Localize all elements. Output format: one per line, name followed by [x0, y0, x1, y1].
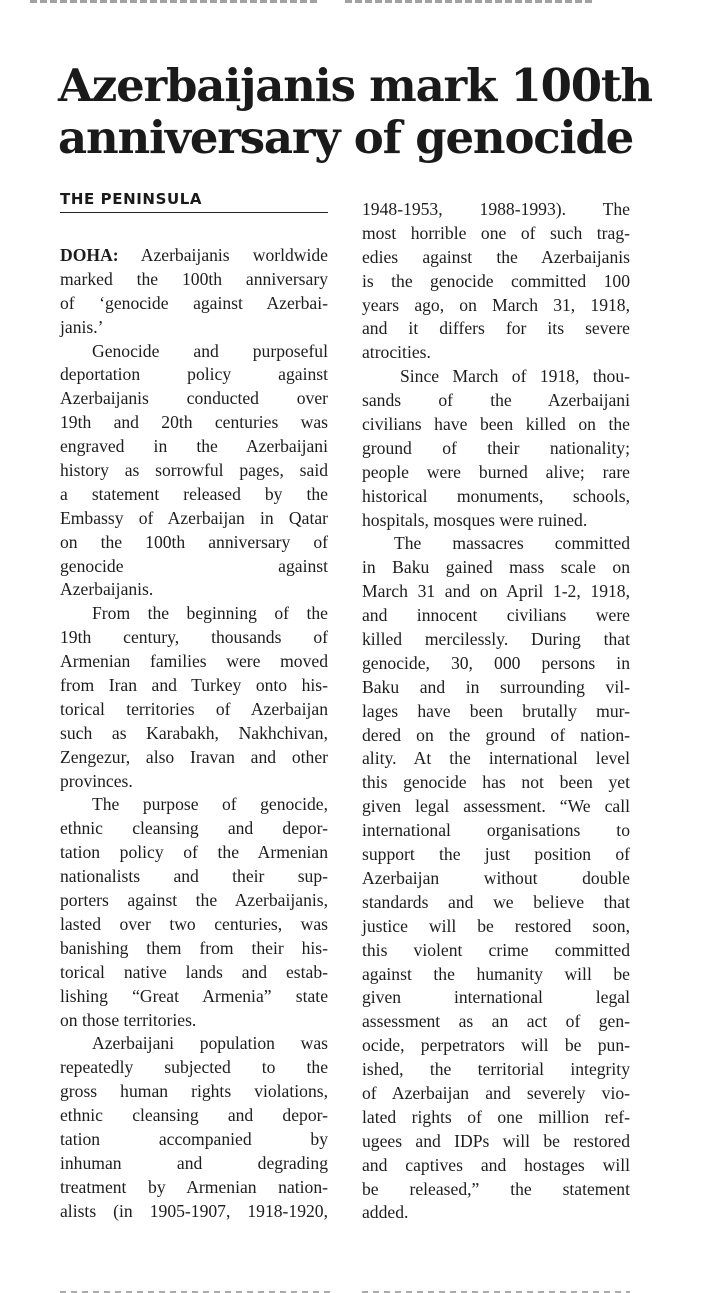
- article-text-line: from Iran and Turkey onto his-: [60, 675, 328, 696]
- article-text-line: civilians have been killed on the: [362, 414, 630, 435]
- clipped-top-text: [0, 0, 720, 6]
- article-text-line: ethnic cleansing and depor-: [60, 818, 328, 839]
- article-text-line: engraved in the Azerbaijani: [60, 436, 328, 457]
- headline-line-1: Azerbaijanis mark 100th: [58, 59, 652, 112]
- article-text-line: deportation policy against: [60, 364, 328, 385]
- article-text-line: lated rights of one million ref-: [362, 1106, 630, 1127]
- article-text-line: given international legal: [362, 987, 630, 1008]
- article-text-line: Azerbaijan without double: [362, 867, 630, 888]
- article-text-line: banishing them from their his-: [60, 937, 328, 958]
- article-text-line: gross human rights violations,: [60, 1081, 328, 1102]
- article-text-line: years ago, on March 31, 1918,: [362, 294, 630, 315]
- article-text-line: ugees and IDPs will be restored: [362, 1130, 630, 1151]
- article-text-line: added.: [362, 1202, 409, 1223]
- article-text-line: support the just position of: [362, 844, 630, 865]
- article-text-line: lasted over two centuries, was: [60, 913, 328, 934]
- article-text-line: Armenian families were moved: [60, 651, 328, 672]
- article-text-line: Embassy of Azerbaijan in Qatar: [60, 507, 328, 528]
- article-text-line: Azerbaijani population was: [92, 1033, 328, 1054]
- article-text-line: this violent crime committed: [362, 939, 630, 960]
- article-text-line: a statement released by the: [60, 483, 328, 504]
- article-text-line: sands of the Azerbaijani: [362, 390, 630, 411]
- article-text-run: Azerbaijanis worldwide: [140, 245, 328, 265]
- article-text-line: 19th century, thousands of: [60, 627, 328, 648]
- article-text-line: lishing “Great Armenia” state: [60, 985, 328, 1006]
- article-text-line: of ‘genocide against Azerbai-: [60, 292, 328, 313]
- article-text-line: be released,” the statement: [362, 1178, 630, 1199]
- article-text-line: such as Karabakh, Nakhchivan,: [60, 722, 328, 743]
- article-text-line: tation policy of the Armenian: [60, 842, 328, 863]
- headline: [58, 60, 678, 164]
- article-text-line: most horrible one of such trag-: [362, 222, 630, 243]
- article-text-line: hospitals, mosques were ruined.: [362, 509, 588, 530]
- article-text-line: ocide, perpetrators will be pun-: [362, 1035, 630, 1056]
- article-text-line: of Azerbaijan and severely vio-: [362, 1082, 630, 1103]
- article-text-line: The massacres committed: [394, 533, 630, 554]
- article-text-line: is the genocide committed 100: [362, 270, 630, 291]
- article-text-line: Genocide and purposeful: [92, 340, 328, 361]
- article-text-line: nationalists and their sup-: [60, 866, 328, 887]
- byline: THE PENINSULA: [60, 190, 328, 213]
- article-text-line: given legal assessment. “We call: [362, 796, 630, 817]
- article-text-line: on the 100th anniversary of: [60, 531, 328, 552]
- article-text-line: tation accompanied by: [60, 1128, 328, 1149]
- headline-line-2: anniversary of genocide: [58, 111, 634, 164]
- article-text-line: janis.’: [60, 316, 104, 337]
- article-text-line: people were burned alive; rare: [362, 461, 630, 482]
- article-text-line: international organisations to: [362, 820, 630, 841]
- article-text-line: in Baku gained mass scale on: [362, 557, 630, 578]
- article-text-line: lages have been brutally mur-: [362, 700, 630, 721]
- article-text-line: dered on the ground of nation-: [362, 724, 630, 745]
- article-text-line: March 31 and on April 1-2, 1918,: [362, 581, 630, 602]
- article-text-line: genocide against: [60, 555, 328, 576]
- article-text-line: historical monuments, schools,: [362, 485, 630, 506]
- article-text-line: against the humanity will be: [362, 963, 630, 984]
- article-text-line: From the beginning of the: [92, 603, 328, 624]
- article-text-line: Zengezur, also Iravan and other: [60, 746, 328, 767]
- article-text-line: alists (in 1905-1907, 1918-1920,: [60, 1200, 328, 1221]
- article-text-line: marked the 100th anniversary: [60, 268, 328, 289]
- article-text-line: 19th and 20th centuries was: [60, 412, 328, 433]
- article-text-line: 1948-1953, 1988-1993). The: [362, 199, 630, 219]
- article-text-line: and innocent civilians were: [362, 605, 630, 626]
- article-text-line: ground of their nationality;: [362, 437, 630, 458]
- article-text-line: ality. At the international level: [362, 748, 630, 769]
- article-text-line: assessment as an act of gen-: [362, 1011, 630, 1032]
- article-text-line: and it differs for its severe: [362, 318, 630, 339]
- article-text-line: on those territories.: [60, 1009, 197, 1030]
- article-text-line: history as sorrowful pages, said: [60, 460, 328, 481]
- article-text-line: The purpose of genocide,: [92, 794, 328, 815]
- article-text-line: repeatedly subjected to the: [60, 1057, 328, 1078]
- article-text-line: Since March of 1918, thou-: [400, 366, 630, 387]
- article-text-line: inhuman and degrading: [60, 1152, 328, 1173]
- article-column-1: [60, 244, 328, 1224]
- article-text-line: [60, 244, 328, 268]
- article-text-line: treatment by Armenian nation-: [60, 1176, 328, 1197]
- article-text-line: torical native lands and estab-: [60, 961, 328, 982]
- article-text-line: provinces.: [60, 770, 133, 791]
- article-text-line: porters against the Azerbaijanis,: [60, 890, 328, 911]
- article-text-line: edies against the Azerbaijanis: [362, 246, 630, 267]
- article-text-line: this genocide has not been yet: [362, 772, 630, 793]
- article-text-line: Azerbaijanis conducted over: [60, 388, 328, 409]
- article-text-line: ethnic cleansing and depor-: [60, 1105, 328, 1126]
- article-text-line: ished, the territorial integrity: [362, 1059, 630, 1080]
- article-text-line: atrocities.: [362, 342, 431, 363]
- article-text-line: killed mercilessly. During that: [362, 629, 630, 650]
- article-text-line: Azerbaijanis.: [60, 579, 154, 600]
- clipped-bottom-text: [0, 1289, 720, 1293]
- article-text-line: and captives and hostages will: [362, 1154, 630, 1175]
- article-text-line: torical territories of Azerbaijan: [60, 698, 328, 719]
- article-column-2: [362, 198, 630, 1225]
- article-text-line: Baku and in surrounding vil-: [362, 676, 630, 697]
- article-text-line: justice will be restored soon,: [362, 915, 630, 936]
- article-text-line: genocide, 30, 000 persons in: [362, 652, 630, 673]
- dateline: DOHA:: [60, 245, 119, 265]
- article-text-line: standards and we believe that: [362, 891, 630, 912]
